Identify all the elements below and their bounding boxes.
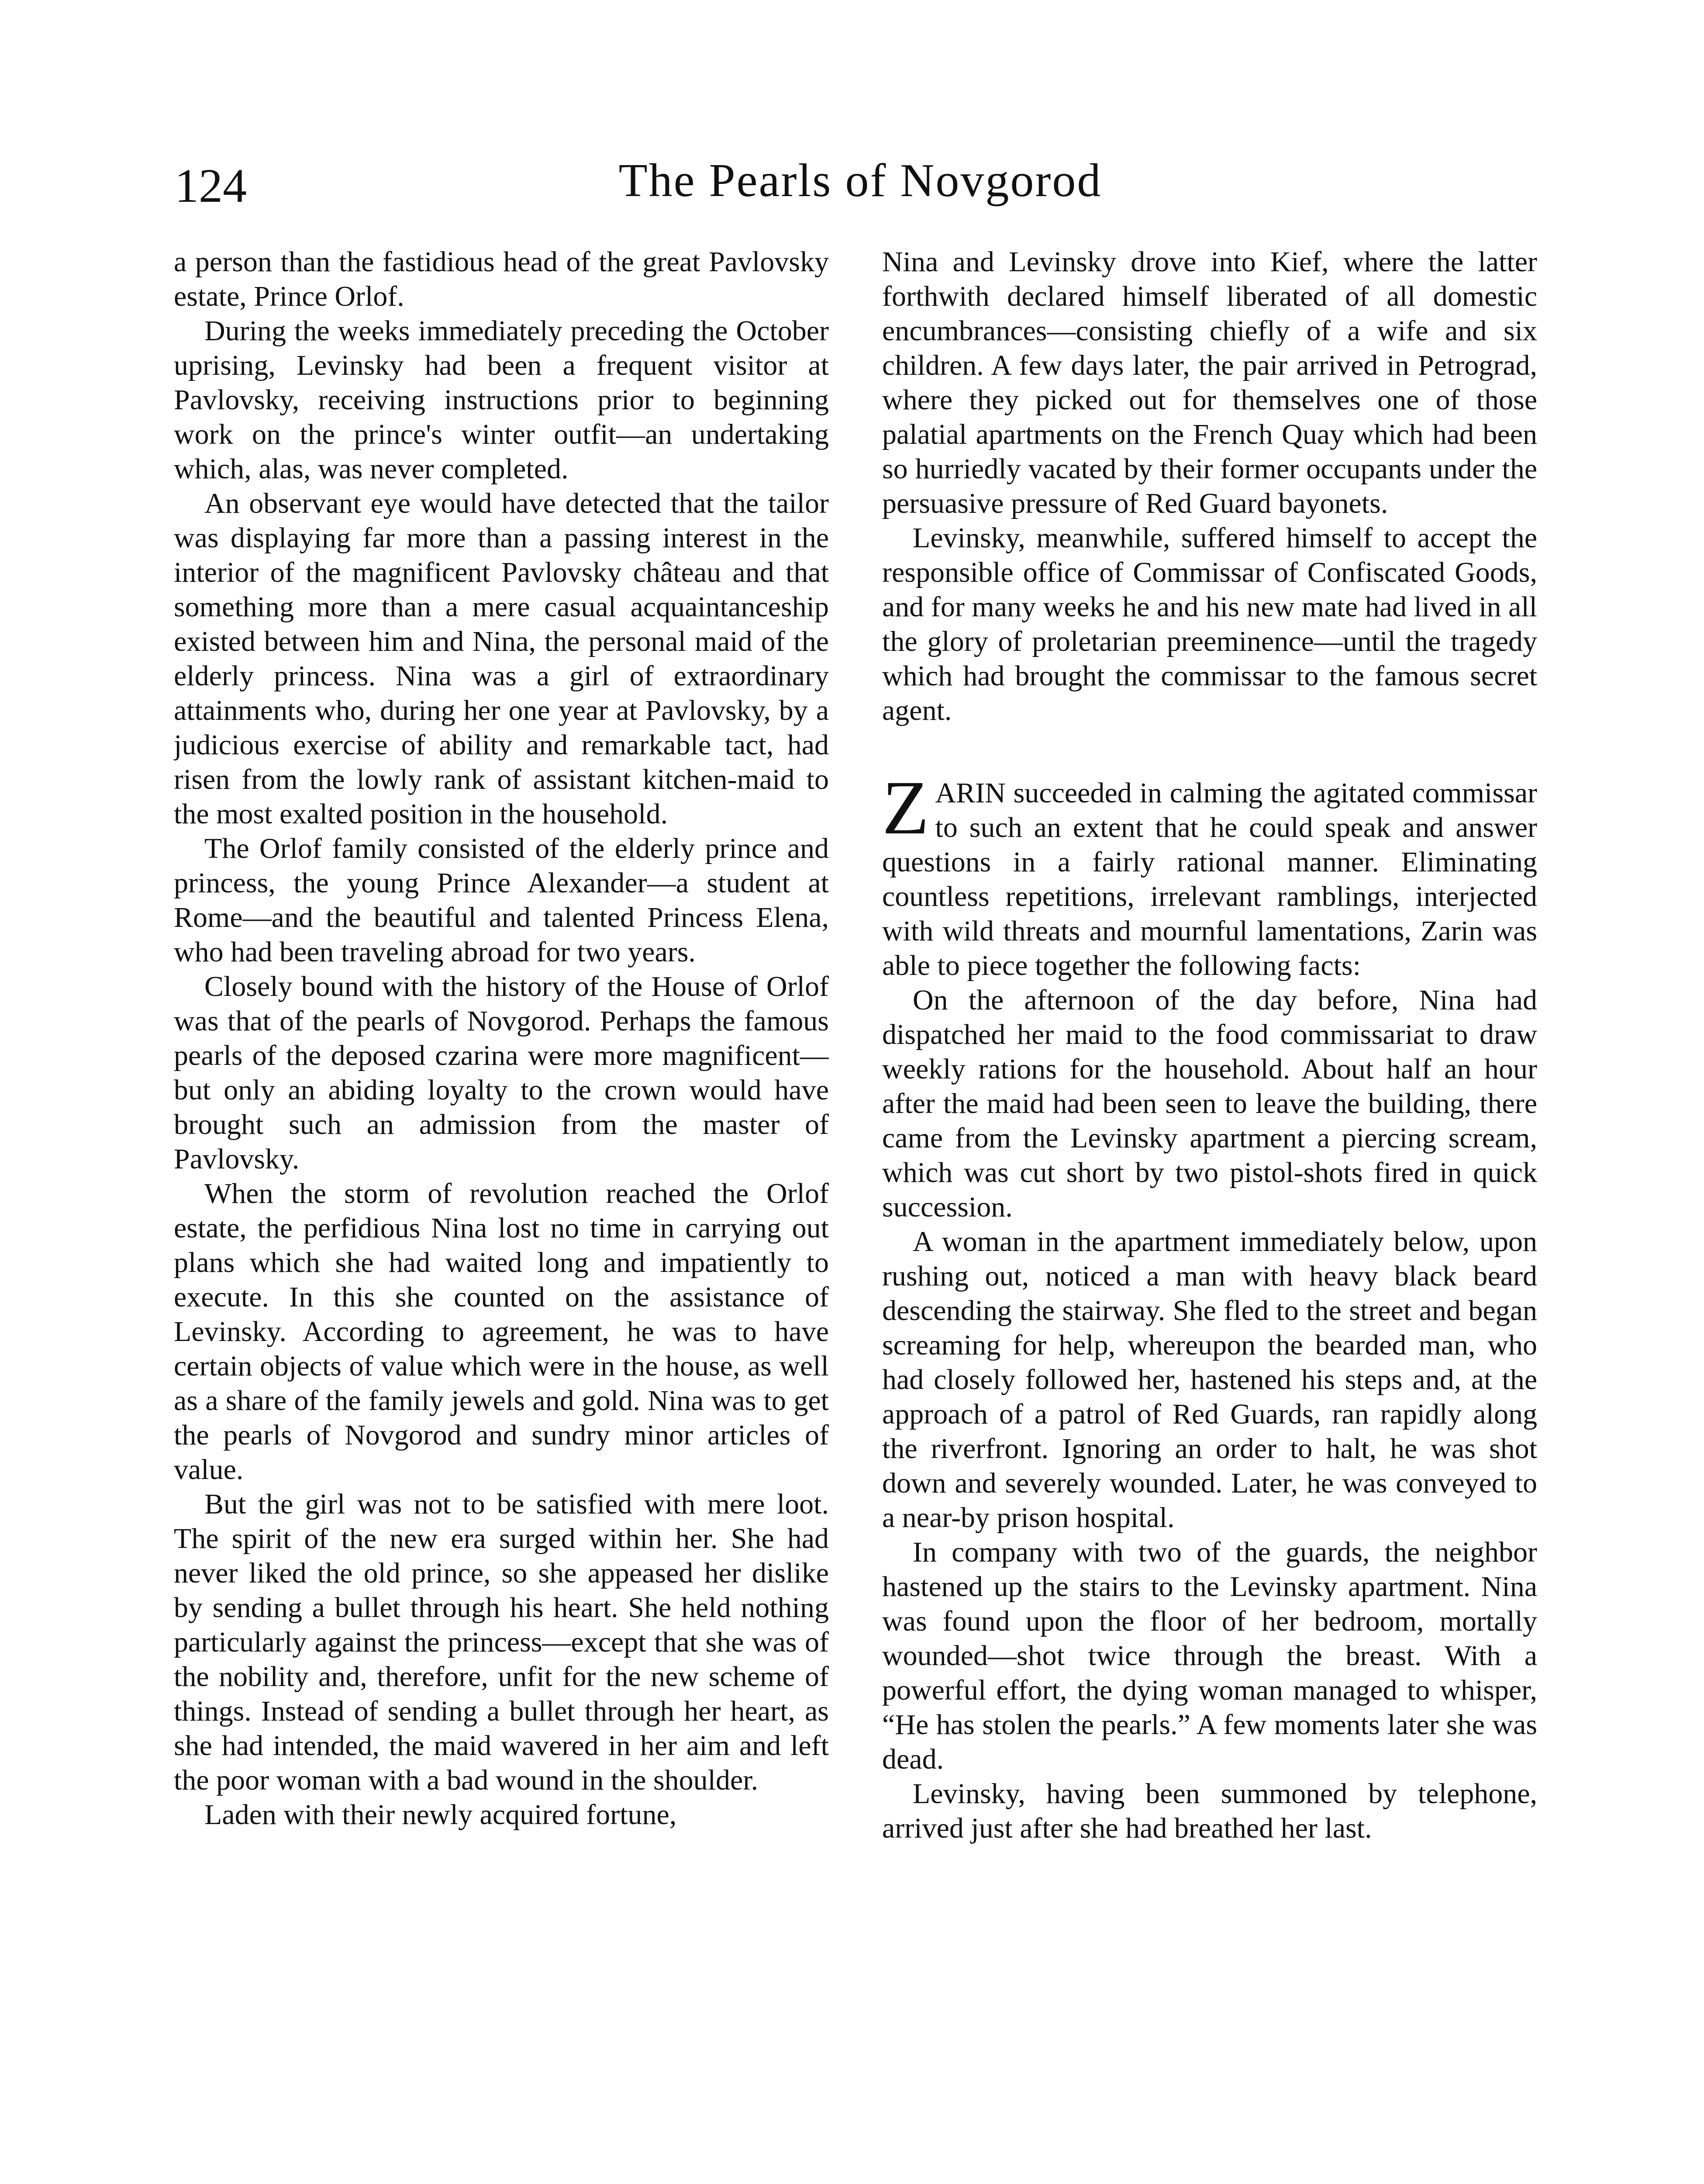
running-title: The Pearls of Novgorod	[618, 155, 1102, 207]
page-header	[175, 144, 1546, 232]
paragraph: The Orlof family consisted of the elderly prince and princess, the young Prince Alexander—a student at Rome—and the beautiful and talented Princess Elena, who had been traveling abroad for two years.	[174, 833, 829, 968]
paragraph: When the storm of revolution reached the Orlof estate, the perfidious Nina lost no time in carrying out plans which she had waited long and impatiently to execute. In this she counted on the assistance of Levinsky. According to agreement, he was to have certain objects of value which were in the house, as well as a share of the family jewels and gold. Nina was to get the pearls of Novgorod and sundry minor articles of value.	[174, 1178, 829, 1486]
paragraph: On the afternoon of the day before, Nina had dispatched her maid to the food commissariat to draw weekly rations for the household. About half an hour after the maid had been seen to leave the building, there came from the Levinsky apartment a piercing scream, which was cut short by two pistol-shots fired in quick succession.	[882, 984, 1537, 1223]
paragraph: a person than the fastidious head of the great Pavlovsky estate, Prince Orlof.	[174, 246, 829, 312]
paragraph: During the weeks immediately preceding the October uprising, Levinsky had been a frequent visitor at Pavlovsky, receiving instructions prior to beginning work on the prince's winter outfit—an undertaking which, alas, was never completed.	[174, 315, 829, 485]
paragraph: Levinsky, meanwhile, suffered himself to accept the responsible office of Commissar of Confiscated Goods, and for many weeks he and his new mate had lived in all the glory of proletarian preeminence—until the tragedy which had brought the commissar to the famous secret agent.	[882, 522, 1537, 726]
left-column	[174, 245, 829, 2184]
page-number: 124	[175, 159, 247, 212]
paragraph: A woman in the apartment immediately below, upon rushing out, noticed a man with heavy black beard descending the stairway. She fled to the street and began screaming for help, whereupon the bearded man, who had closely followed her, hastened his steps and, at the approach of a patrol of Red Guards, ran rapidly along the riverfront. Ignoring an order to halt, he was shot down and severely wounded. Later, he was conveyed to a near-by prison hospital.	[882, 1226, 1537, 1534]
section-break	[882, 728, 1537, 776]
section-opening-paragraph	[882, 765, 1537, 983]
drop-cap: Z	[882, 765, 929, 850]
paragraph: But the girl was not to be satisfied with mere loot. The spirit of the new era surged within her. She had never liked the old prince, so she appeased her dislike by sending a bullet through his heart. She held nothing particularly against the princess—except that she was of the nobility and, therefore, unfit for the new scheme of things. Instead of sending a bullet through her heart, as she had intended, the maid wavered in her aim and left the poor woman with a bad wound in the shoulder.	[174, 1488, 829, 1796]
paragraph-text: ARIN succeeded in calming the agitated commissar to such an extent that he could speak and answer questions in a fairly rational manner. Eliminating countless repetitions, irrelevant ramblings, interjected with wild threats and mournful lamentations, Zarin was able to piece together the following facts:	[882, 777, 1537, 981]
paragraph: In company with two of the guards, the neighbor hastened up the stairs to the Levinsky apartment. Nina was found upon the floor of her bedroom, mortally wounded—shot twice through the breast. With a powerful effort, the dying woman managed to whisper, “He has stolen the pearls.” A few moments later she was dead.	[882, 1536, 1537, 1775]
paragraph: Closely bound with the history of the House of Orlof was that of the pearls of Novgorod. Perhaps the famous pearls of the deposed czarina were more magnificent—but only an abiding loyalty to the crown would have brought such an admission from the master of Pavlovsky.	[174, 971, 829, 1175]
right-column	[882, 245, 1537, 2184]
text-columns	[174, 245, 1542, 2184]
paragraph: Nina and Levinsky drove into Kief, where the latter forthwith declared himself liberated of all domestic encumbrances—consisting chiefly of a wife and six children. A few days later, the pair arrived in Petrograd, where they picked out for themselves one of those palatial apartments on the French Quay which had been so hurriedly vacated by their former occupants under the persuasive pressure of Red Guard bayonets.	[882, 246, 1537, 519]
paragraph: An observant eye would have detected that the tailor was displaying far more than a passing interest in the interior of the magnificent Pavlovsky château and that something more than a mere casual acquaintanceship existed between him and Nina, the personal maid of the elderly princess. Nina was a girl of extraordinary attainments who, during her one year at Pavlovsky, by a judicious exercise of ability and remarkable tact, had risen from the lowly rank of assistant kitchen-maid to the most exalted position in the household.	[174, 487, 829, 830]
paragraph: Levinsky, having been summoned by telephone, arrived just after she had breathed her last.	[882, 1778, 1537, 1844]
paragraph: Laden with their newly acquired fortune,	[204, 1799, 677, 1831]
